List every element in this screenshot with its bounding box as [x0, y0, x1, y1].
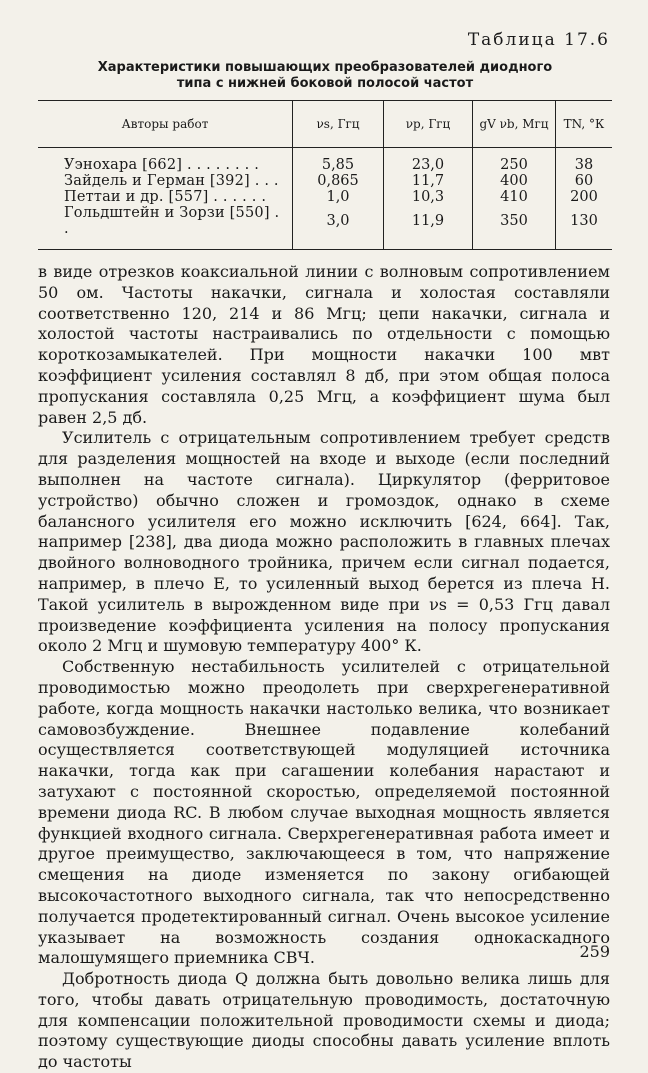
cell-vs: 0,865: [293, 173, 384, 189]
paragraph: в виде отрезков коаксиальной линии с волновым сопротивлением 50 ом. Частоты накачки, сигнала и холостая составляли соответственно 120, 214 и 86 Мгц; цепи накачки, сигнала и холостой частоты настраивались по отдельности с помощью короткозамыкателей. При мощности накачки 100 мвт коэффициент усиления составлял 8 дб, при этом общая полоса пропускания составляла 0,25 Мгц, а коэффициент шума был равен 2,5 дб.: [38, 262, 610, 427]
cell-vp: 23,0: [384, 157, 473, 173]
cell-vs: 3,0: [293, 205, 384, 237]
paragraph: Добротность диода Q должна быть довольно велика лишь для того, чтобы давать отрицательную проводимость, достаточную для компенсации положительной проводимости схемы и диода; поэтому существующие диоды способны давать усиление вплоть до частоты: [38, 969, 610, 1072]
cell-vs: 1,0: [293, 189, 384, 205]
table-row: [38, 173, 612, 189]
cell-g: 410: [473, 189, 556, 205]
table-header-row: [38, 101, 612, 148]
cell-author: Уэнохара [662] . . . . . . . .: [64, 157, 260, 173]
cell-author: Петтаи и др. [557] . . . . . .: [64, 189, 267, 205]
col-header-authors: Авторы работ: [38, 101, 293, 148]
cell-tn: 60: [556, 173, 613, 189]
cell-g: 350: [473, 205, 556, 237]
table-row: [38, 205, 612, 237]
col-header-vp: νp, Ггц: [384, 101, 473, 148]
cell-author: Гольдштейн и Зорзи [550] . .: [64, 205, 280, 237]
cell-vp: 10,3: [384, 189, 473, 205]
cell-tn: 200: [556, 189, 613, 205]
table-caption: [60, 60, 590, 92]
cell-vp: 11,9: [384, 205, 473, 237]
paragraph: Усилитель с отрицательным сопротивлением требует средств для разделения мощностей на входе и выходе (если последний выполнен на частоте сигнала). Циркулятор (ферритовое устройство) обычно сложен и громоздок, однако в схеме балансного усилителя его можно исключить [624, 664]. Так, например [238], два диода можно расположить в главных плечах двойного волноводного тройника, причем если сигнал подается, например, в плечо E, то усиленный выход берется из плеча H. Такой усилитель в вырожденном виде при νs = 0,53 Ггц давал произведение коэффициента усиления на полосу пропускания около 2 Мгц и шумовую температуру 400° К.: [38, 428, 610, 656]
cell-g: 250: [473, 157, 556, 173]
table-row: [38, 157, 612, 173]
caption-line: Характеристики повышающих преобразователей диодного: [97, 60, 553, 75]
col-header-tn: TN, °К: [556, 101, 613, 148]
cell-g: 400: [473, 173, 556, 189]
cell-tn: 38: [556, 157, 613, 173]
cell-vp: 11,7: [384, 173, 473, 189]
table-label: Таблица 17.6: [467, 30, 610, 50]
cell-tn: 130: [556, 205, 613, 237]
caption-line: типа с нижней боковой полосой частот: [176, 76, 474, 91]
cell-author: Зайдель и Герман [392] . . .: [64, 173, 279, 189]
page-number: 259: [579, 942, 610, 961]
data-table: [38, 100, 612, 250]
body-text: [38, 262, 610, 1073]
col-header-vs: νs, Ггц: [293, 101, 384, 148]
col-header-g: gV νb, Мгц: [473, 101, 556, 148]
cell-vs: 5,85: [293, 157, 384, 173]
paragraph: Собственную нестабильность усилителей с отрицательной проводимостью можно преодолеть при сверхрегенеративной работе, когда мощность накачки настолько велика, что возникает самовозбуждение. Внешнее подавление колебаний осуществляется соответствующей модуляцией источника накачки, тогда как при сагашении колебания нарастают и затухают с постоянной скоростью, определяемой постоянной времени диода RC. В любом случае выходная мощность является функцией входного сигнала. Сверхрегенеративная работа имеет и другое преимущество, заключающееся в том, что напряжение смещения на диоде изменяется по закону огибающей высокочастотного выходного сигнала, так что непосредственно получается продетектированный сигнал. Очень высокое усиление указывает на возможность создания однокаскадного малошумящего приемника СВЧ.: [38, 657, 610, 968]
table-row: [38, 189, 612, 205]
